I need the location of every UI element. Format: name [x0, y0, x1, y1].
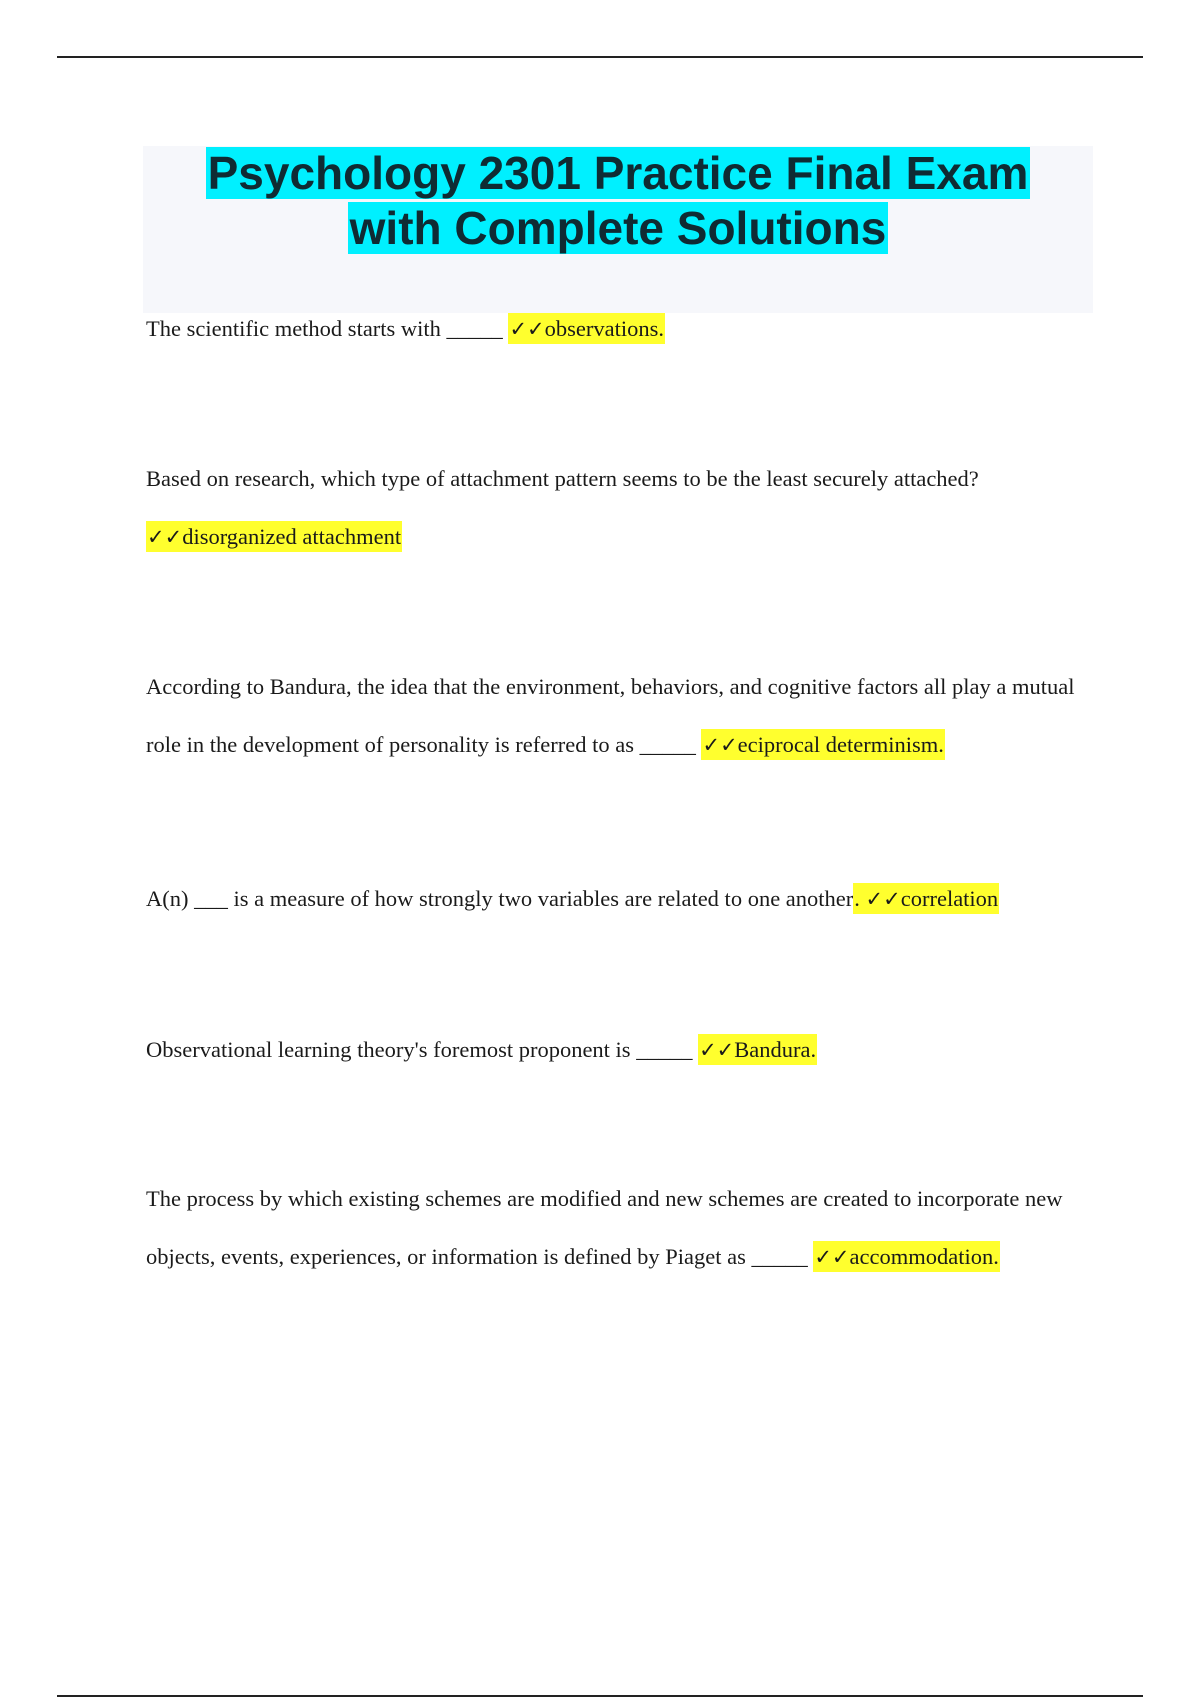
answer-highlight	[853, 883, 999, 914]
double-check-icon: ✓✓	[147, 525, 183, 549]
answer-highlight	[146, 521, 402, 552]
title-block	[143, 146, 1093, 313]
double-check-icon: ✓✓	[509, 317, 545, 341]
answer-text: observations.	[544, 316, 664, 341]
question-text: Observational learning theory's foremost proponent is _____	[146, 1037, 699, 1062]
header-rule	[57, 56, 1143, 58]
title-line-1: Psychology 2301 Practice Final Exam	[207, 147, 1029, 199]
question-text: Based on research, which type of attachment pattern seems to be the least securely attached?	[146, 466, 979, 491]
question-text: A(n) ___ is a measure of how strongly two variables are related to one another	[146, 886, 854, 911]
question-text: The process by which existing schemes are modified and new schemes are created to incorporate new objects, events, experiences, or information is defined by Piaget as _____	[146, 1186, 1063, 1269]
question-text: According to Bandura, the idea that the environment, behaviors, and cognitive factors all play a mutual role in the development of personality is referred to as _____	[146, 674, 1075, 757]
answer-text: eciprocal determinism.	[737, 732, 944, 757]
answer-text: correlation	[900, 886, 999, 911]
answer-highlight	[698, 1034, 817, 1065]
double-check-icon: ✓✓	[699, 1038, 735, 1062]
qa-item-5	[146, 1021, 1106, 1079]
double-check-icon: ✓✓	[865, 887, 901, 911]
answer-highlight	[508, 313, 665, 344]
question-text: The scientific method starts with _____	[146, 316, 509, 341]
answer-text: accommodation.	[849, 1244, 999, 1269]
qa-item-6	[146, 1170, 1106, 1286]
qa-item-3	[146, 658, 1106, 774]
document-title	[143, 146, 1093, 256]
qa-item-4	[146, 870, 1106, 928]
answer-text: disorganized attachment	[182, 524, 402, 549]
double-check-icon: ✓✓	[814, 1245, 850, 1269]
answer-text: Bandura.	[734, 1037, 817, 1062]
answer-prefix: .	[854, 886, 866, 911]
footer-rule	[57, 1695, 1143, 1697]
answer-highlight	[701, 729, 944, 760]
answer-highlight	[813, 1241, 1000, 1272]
qa-item-1	[146, 300, 1106, 358]
title-line-2: with Complete Solutions	[349, 202, 887, 254]
double-check-icon: ✓✓	[702, 733, 738, 757]
qa-item-2	[146, 450, 1106, 566]
